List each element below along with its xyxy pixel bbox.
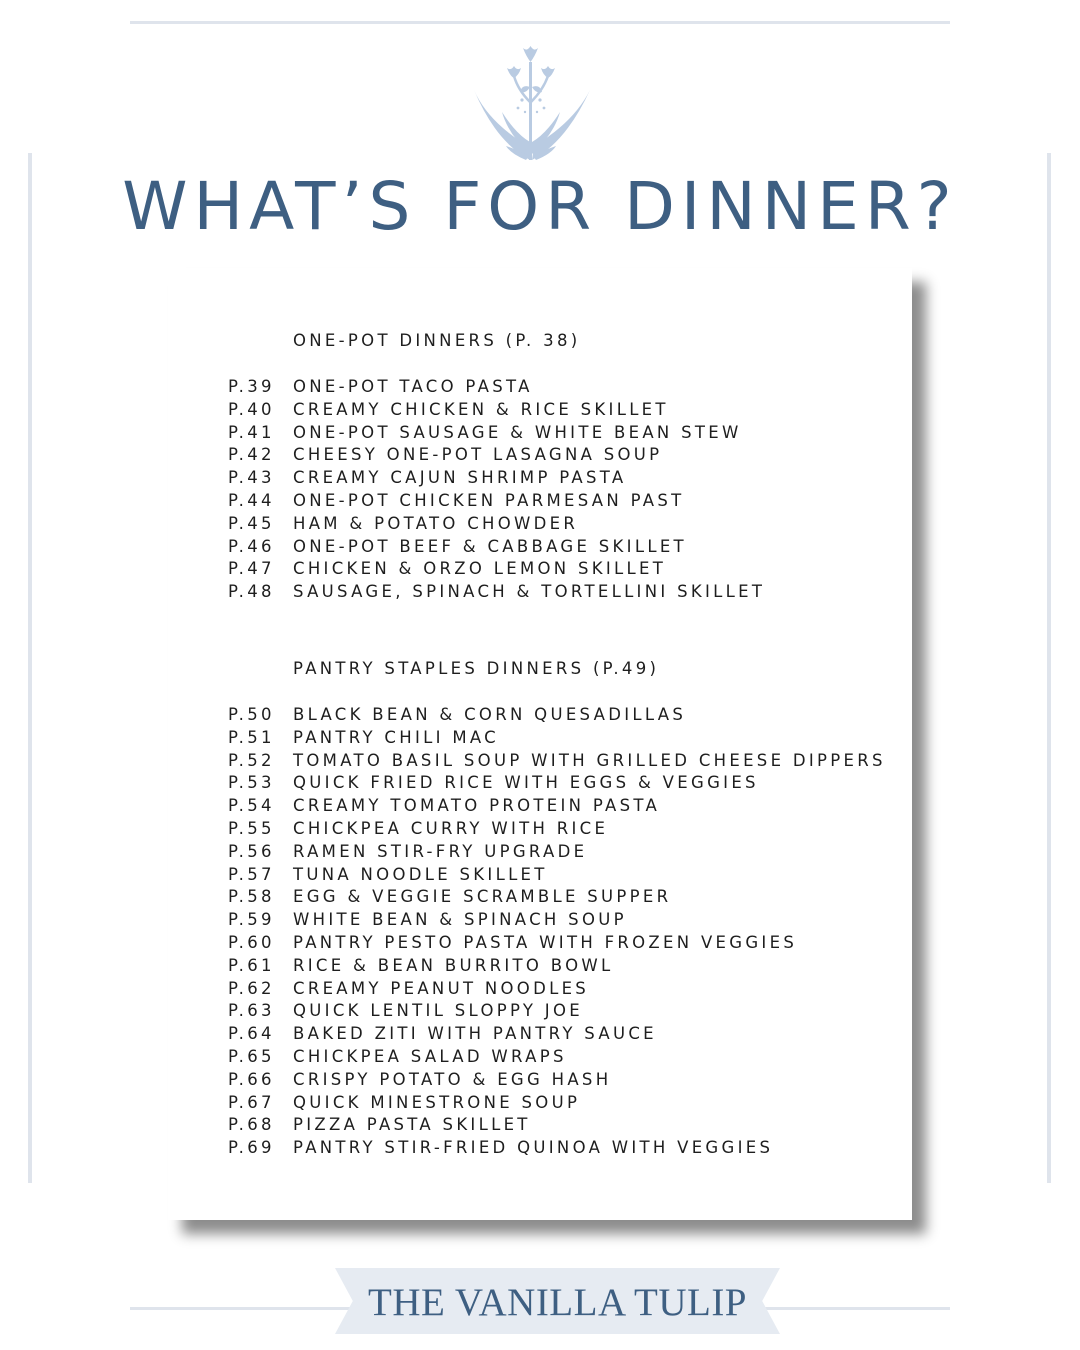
entry-recipe-name: PIZZA PASTA SKILLET bbox=[293, 1115, 531, 1135]
entry-recipe-name: CHEESY ONE-POT LASAGNA SOUP bbox=[293, 445, 663, 465]
entry-page-number: P.63 bbox=[228, 1001, 275, 1021]
entry-page-number: P.53 bbox=[228, 773, 275, 793]
section-heading: PANTRY STAPLES DINNERS (P.49) bbox=[293, 659, 660, 678]
entry-page-number: P.59 bbox=[228, 910, 275, 930]
entry-recipe-name: QUICK FRIED RICE WITH EGGS & VEGGIES bbox=[293, 773, 759, 793]
entry-recipe-name: CRISPY POTATO & EGG HASH bbox=[293, 1069, 612, 1089]
entry-recipe-name: ONE-POT TACO PASTA bbox=[293, 377, 533, 396]
entry-recipe-name: CREAMY PEANUT NOODLES bbox=[293, 978, 590, 998]
entry-recipe-name: BAKED ZITI WITH PANTRY SAUCE bbox=[293, 1024, 657, 1044]
entry-recipe-name: QUICK MINESTRONE SOUP bbox=[293, 1092, 581, 1112]
entry-page-number: P.43 bbox=[228, 468, 275, 488]
entry-recipe-name: CHICKEN & ORZO LEMON SKILLET bbox=[293, 559, 667, 579]
entry-page-number: P.48 bbox=[228, 582, 275, 602]
entry-page-number: P.52 bbox=[228, 750, 275, 770]
top-frame-line bbox=[130, 21, 950, 24]
entry-recipe-name: PANTRY CHILI MAC bbox=[293, 727, 499, 747]
entry-recipe-name: ONE-POT SAUSAGE & WHITE BEAN STEW bbox=[293, 422, 742, 442]
brand-name: THE VANILLA TULIP bbox=[368, 1281, 747, 1324]
entry-page-number: P.65 bbox=[228, 1047, 275, 1066]
entry-page-number: P.64 bbox=[228, 1024, 275, 1044]
entry-page-number: P.46 bbox=[228, 536, 275, 556]
entry-recipe-name: RICE & BEAN BURRITO BOWL bbox=[293, 955, 614, 975]
entry-page-number: P.44 bbox=[228, 491, 275, 510]
entry-recipe-name: CHICKPEA SALAD WRAPS bbox=[293, 1047, 567, 1066]
entry-page-number: P.66 bbox=[228, 1069, 275, 1089]
entry-page-number: P.67 bbox=[228, 1092, 275, 1112]
entry-recipe-name: QUICK LENTIL SLOPPY JOE bbox=[293, 1001, 583, 1021]
entry-page-number: P.60 bbox=[228, 933, 275, 952]
entry-page-number: P.58 bbox=[228, 887, 275, 907]
entry-recipe-name: CREAMY CHICKEN & RICE SKILLET bbox=[293, 399, 669, 419]
entry-recipe-name: EGG & VEGGIE SCRAMBLE SUPPER bbox=[293, 887, 672, 907]
entry-recipe-name: HAM & POTATO CHOWDER bbox=[293, 513, 579, 533]
entry-recipe-name: WHITE BEAN & SPINACH SOUP bbox=[293, 910, 627, 930]
entry-page-number: P.50 bbox=[228, 705, 275, 724]
entry-page-number: P.40 bbox=[228, 399, 275, 419]
entry-recipe-name: CREAMY TOMATO PROTEIN PASTA bbox=[293, 796, 661, 816]
entry-recipe-name: SAUSAGE, SPINACH & TORTELLINI SKILLET bbox=[293, 582, 766, 602]
entry-page-number: P.68 bbox=[228, 1115, 275, 1135]
entry-page-number: P.51 bbox=[228, 727, 275, 747]
entry-page-number: P.55 bbox=[228, 819, 275, 838]
entry-page-number: P.41 bbox=[228, 422, 275, 442]
entry-page-number: P.45 bbox=[228, 513, 275, 533]
entry-recipe-name: CREAMY CAJUN SHRIMP PASTA bbox=[293, 468, 627, 488]
entry-page-number: P.62 bbox=[228, 978, 275, 998]
entry-recipe-name: CHICKPEA CURRY WITH RICE bbox=[293, 819, 609, 838]
entry-recipe-name: TOMATO BASIL SOUP WITH GRILLED CHEESE DIPPERS bbox=[293, 750, 886, 770]
entry-page-number: P.47 bbox=[228, 559, 275, 579]
entry-recipe-name: RAMEN STIR-FRY UPGRADE bbox=[293, 841, 588, 861]
entry-page-number: P.54 bbox=[228, 796, 275, 816]
page-title: WHAT’S FOR DINNER? bbox=[122, 168, 958, 245]
entry-page-number: P.39 bbox=[228, 377, 275, 396]
left-frame-line bbox=[28, 153, 32, 1183]
entry-recipe-name: BLACK BEAN & CORN QUESADILLAS bbox=[293, 705, 687, 724]
entry-page-number: P.56 bbox=[228, 841, 275, 861]
entry-recipe-name: PANTRY STIR-FRIED QUINOA WITH VEGGIES bbox=[293, 1138, 774, 1158]
entry-recipe-name: ONE-POT CHICKEN PARMESAN PAST bbox=[293, 491, 685, 510]
section-heading: ONE-POT DINNERS (P. 38) bbox=[293, 331, 581, 350]
entry-page-number: P.69 bbox=[228, 1138, 275, 1158]
entry-recipe-name: TUNA NOODLE SKILLET bbox=[293, 864, 548, 884]
entry-page-number: P.42 bbox=[228, 445, 275, 465]
entry-recipe-name: ONE-POT BEEF & CABBAGE SKILLET bbox=[293, 536, 687, 556]
tulip-icon bbox=[466, 42, 596, 164]
right-frame-line bbox=[1047, 153, 1051, 1183]
entry-page-number: P.57 bbox=[228, 864, 275, 884]
entry-page-number: P.61 bbox=[228, 955, 275, 975]
entry-recipe-name: PANTRY PESTO PASTA WITH FROZEN VEGGIES bbox=[293, 933, 798, 952]
